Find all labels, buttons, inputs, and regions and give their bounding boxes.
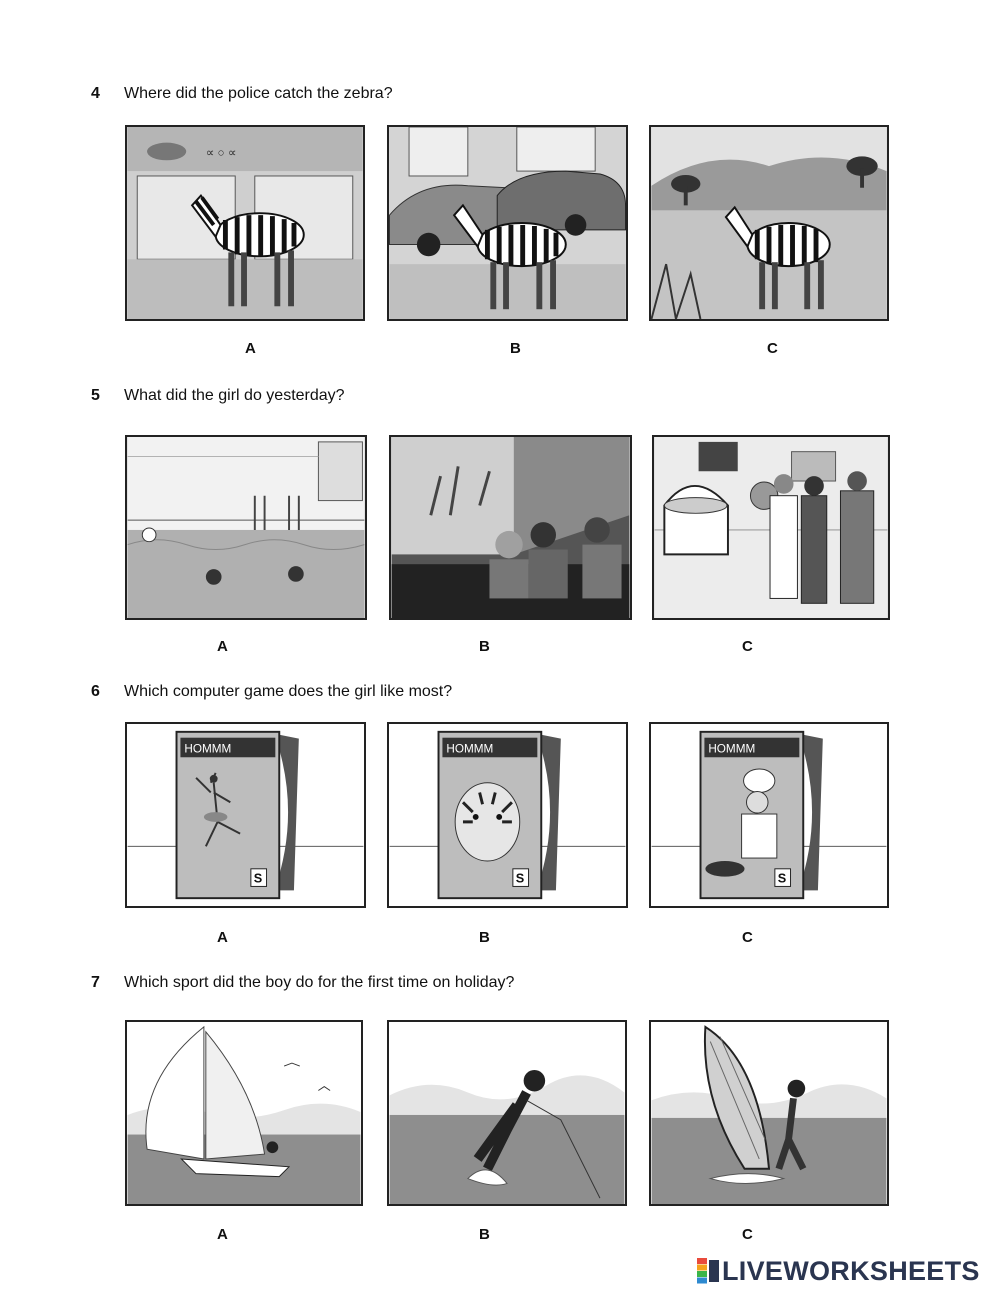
q6-picture-a-ballet-game[interactable] [125,722,366,908]
q7-picture-c-windsurfing[interactable] [649,1020,889,1206]
q6-option-a-label[interactable]: A [217,929,228,946]
q4-picture-c-zebra-in-wild[interactable] [649,125,889,321]
q5-option-a-label[interactable]: A [217,638,228,655]
question-7-number: 7 [91,974,100,991]
q6-picture-c-cooking-game[interactable] [649,722,889,908]
q4-option-c-label[interactable]: C [767,340,778,357]
svg-text:HOMMM: HOMMM [708,742,756,756]
q5-picture-a-swimming-pool[interactable] [125,435,367,620]
q6-option-c-label[interactable]: C [742,929,753,946]
liveworksheets-badge-icon [697,1258,719,1284]
q4-picture-a-zebra-on-street[interactable] [125,125,365,321]
svg-text:S: S [777,870,787,886]
question-5-text: What did the girl do yesterday? [124,387,345,404]
question-5-number: 5 [91,387,100,404]
q7-option-a-label[interactable]: A [217,1226,228,1243]
q6-picture-b-tiger-game[interactable] [387,722,628,908]
q5-option-c-label[interactable]: C [742,638,753,655]
svg-text:HOMMM: HOMMM [446,742,494,756]
q5-picture-c-museum[interactable] [652,435,890,620]
q7-option-c-label[interactable]: C [742,1226,753,1243]
question-4-text: Where did the police catch the zebra? [124,85,393,102]
q7-picture-a-sailing[interactable] [125,1020,363,1206]
q5-option-b-label[interactable]: B [479,638,490,655]
liveworksheets-logo[interactable] [697,1255,980,1287]
svg-text:S: S [515,870,525,886]
question-6-text: Which computer game does the girl like most? [124,683,453,700]
question-4-number: 4 [91,85,100,102]
svg-text:∝ ○ ∝: ∝ ○ ∝ [205,146,237,160]
liveworksheets-wordmark: LIVEWORKSHEETS [722,1255,980,1286]
q7-option-b-label[interactable]: B [479,1226,490,1243]
q5-picture-b-cinema[interactable] [389,435,632,620]
svg-text:HOMMM: HOMMM [184,742,232,756]
svg-text:S: S [253,870,263,886]
q4-picture-b-zebra-by-cars[interactable] [387,125,628,321]
q4-option-b-label[interactable]: B [510,340,521,357]
question-6-number: 6 [91,683,100,700]
q7-picture-b-water-skiing[interactable] [387,1020,627,1206]
q6-option-b-label[interactable]: B [479,929,490,946]
q4-option-a-label[interactable]: A [245,340,256,357]
question-7-text: Which sport did the boy do for the first time on holiday? [124,974,515,991]
